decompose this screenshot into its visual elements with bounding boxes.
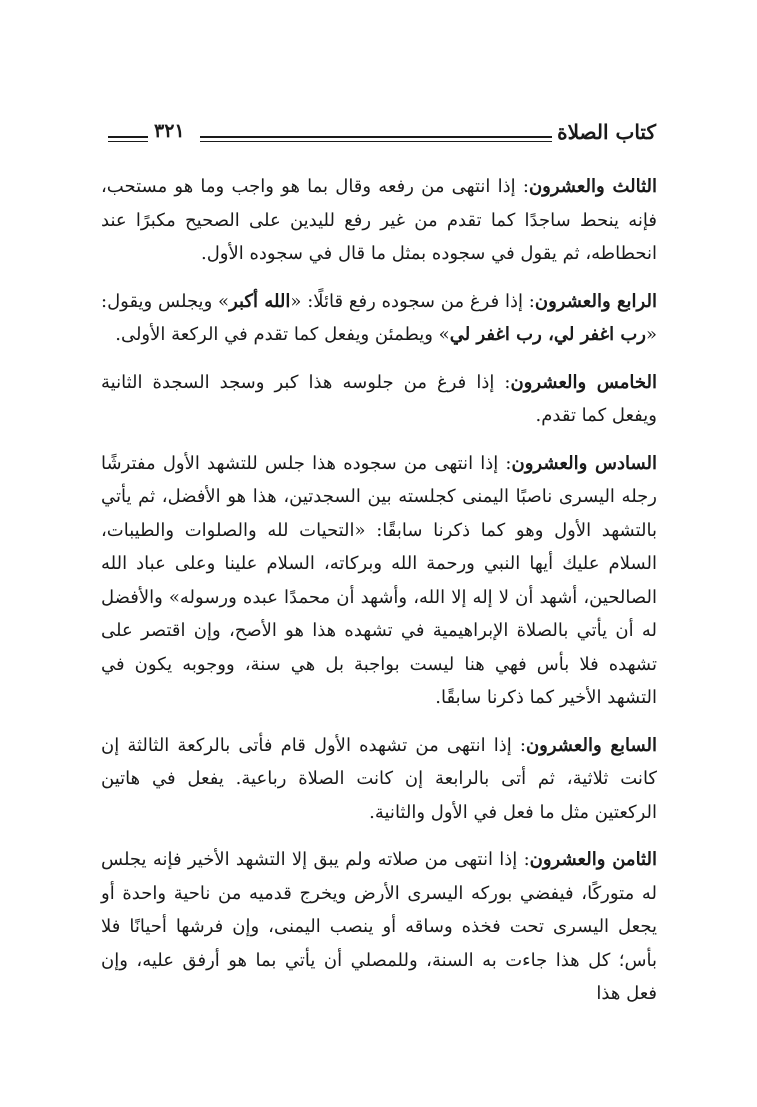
paragraph-text: إذا انتهى من سجوده هذا جلس للتشهد الأول مفترشًا رجله اليسرى ناصبًا اليمنى كجلسته بين السجدتين، هذا هو الأفضل، ثم يأتي بالتشهد الأول وهو كما ذكرنا سابقًا: «التحيات لله والصلوات والطيبات، السلام عليك أيها النبي ورحمة الله وبركاته، السلام علينا وعلى عباد الله الصالحين، أشهد أن لا إله إلا الله، وأشهد أن محمدًا عبده ورسوله» والأفضل له أن يأتي بالصلاة الإبراهيمية في تشهده هذا هو الأصح، وإن اقتصر على تشهده فلا بأس فهي هنا ليست بواجبة بل هي سنة، ووجوبه يكون في التشهد الأخير كما ذكرنا سابقًا. xyxy=(101,452,657,708)
quoted-phrase: رب اغفر لي، رب اغفر لي xyxy=(449,324,646,345)
paragraph-27 xyxy=(101,729,657,830)
paragraph-text: إذا انتهى من صلاته ولم يبق إلا التشهد الأخير فإنه يجلس له متوركًا، فيفضي بوركه اليسرى الأرض ويخرج قدميه من ناحية واحدة أو يجعل اليسرى تحت فخذه وساقه أو ينصب اليمنى، وإن فرشها أحيانًا فلا بأس؛ كل هذا جاءت به السنة، وللمصلي أن يأتي بما هو أرفق عليه، وإن فعل هذا xyxy=(101,849,657,1004)
book-title: كتاب الصلاة xyxy=(557,120,656,144)
heading-colon: : xyxy=(511,734,526,756)
paragraph-text: » ويجلس ويقول: « xyxy=(101,290,657,345)
heading-colon: : xyxy=(494,371,511,393)
heading-colon: : xyxy=(517,849,530,870)
heading-colon: : xyxy=(515,176,529,197)
paragraph-28 xyxy=(101,843,657,1011)
page-number: ٣٢١ xyxy=(154,120,185,142)
header-rule xyxy=(200,136,552,138)
paragraph-text: إذا فرغ من سجوده رفع قائلًا: « xyxy=(290,290,524,312)
page-number-rule xyxy=(108,136,148,138)
paragraph-text: إذا انتهى من تشهده الأول قام فأتى بالركعة الثالثة إن كانت ثلاثية، ثم أتى بالرابعة إن كانت الصلاة رباعية. يفعل في هاتين الركعتين مثل ما فعل في الأول والثانية. xyxy=(101,734,657,823)
paragraph-23 xyxy=(101,170,657,271)
paragraph-text: » ويطمئن ويفعل كما تقدم في الركعة الأولى. xyxy=(115,324,450,345)
heading-colon: : xyxy=(523,290,535,312)
paragraph-26 xyxy=(101,447,657,715)
paragraph-text: إذا انتهى من رفعه وقال بما هو واجب وما هو مستحب، فإنه ينحط ساجدًا كما تقدم من غير رفع لليدين على الصحيح مكبرًا عند انحطاطه، ثم يقول في سجوده بمثل ما قال في سجوده الأول. xyxy=(101,176,657,264)
paragraph-heading: السادس والعشرون xyxy=(511,452,657,474)
running-header xyxy=(108,118,656,152)
quoted-phrase: الله أكبر xyxy=(229,290,291,312)
paragraph-heading: الثامن والعشرون xyxy=(529,849,657,870)
paragraph-heading: الثالث والعشرون xyxy=(528,176,658,197)
paragraph-24 xyxy=(101,285,657,352)
paragraph-25 xyxy=(101,366,657,433)
paragraph-text: إذا فرغ من جلوسه هذا كبر وسجد السجدة الثانية ويفعل كما تقدم. xyxy=(101,371,657,426)
heading-colon: : xyxy=(498,452,512,474)
paragraph-heading: الرابع والعشرون xyxy=(534,290,657,312)
page-body xyxy=(101,170,657,1025)
paragraph-heading: السابع والعشرون xyxy=(525,734,657,756)
paragraph-heading: الخامس والعشرون xyxy=(510,371,657,393)
